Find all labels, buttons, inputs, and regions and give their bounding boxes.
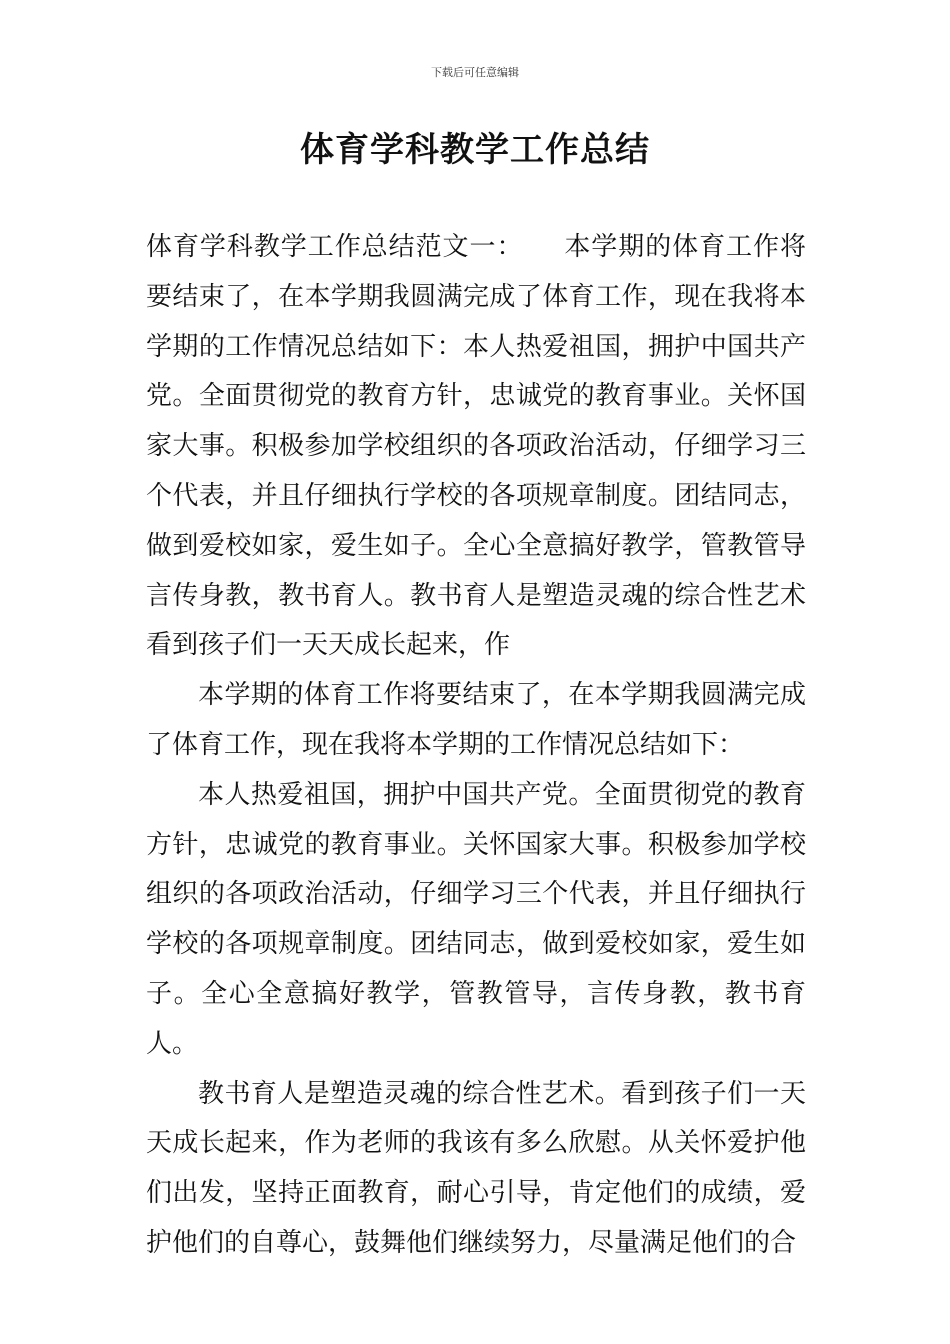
paragraph-2: 本学期的体育工作将要结束了，在本学期我圆满完成了体育工作，现在我将本学期的工作情况总结如下： [146,680,806,760]
paragraph-1: 体育学科教学工作总结范文一： 本学期的体育工作将要结束了，在本学期我圆满完成了体育工作，现在我将本学期的工作情况总结如下：本人热爱祖国，拥护中国共产党。全面贯彻党的教育方针，忠诚党的教育事业。关怀国家大事。积极参加学校组织的各项政治活动，仔细学习三个代表，并且仔细执行学校的各项规章制度。团结同志，做到爱校如家，爱生如子。全心全意搞好教学，管教管导言传身教，教书育人。教书育人是塑造灵魂的综合性艺术看到孩子们一天天成长起来，作 [146,232,806,661]
header-note: 下载后可任意编辑 [431,66,519,79]
paragraph-3: 本人热爱祖国，拥护中国共产党。全面贯彻党的教育方针，忠诚党的教育事业。关怀国家大事。积极参加学校组织的各项政治活动，仔细学习三个代表，并且仔细执行学校的各项规章制度。团结同志，做到爱校如家，爱生如子。全心全意搞好教学，管教管导，言传身教，教书育人。 [146,779,806,1059]
paragraph-4: 教书育人是塑造灵魂的综合性艺术。看到孩子们一天天成长起来，作为老师的我该有多么欣慰。从关怀爱护他们出发，坚持正面教育，耐心引导，肯定他们的成绩，爱护他们的自尊心，鼓舞他们继续努力，尽量满足他们的合 [146,1078,806,1258]
document-body [146,223,806,1269]
document-title: 体育学科教学工作总结 [300,130,650,170]
